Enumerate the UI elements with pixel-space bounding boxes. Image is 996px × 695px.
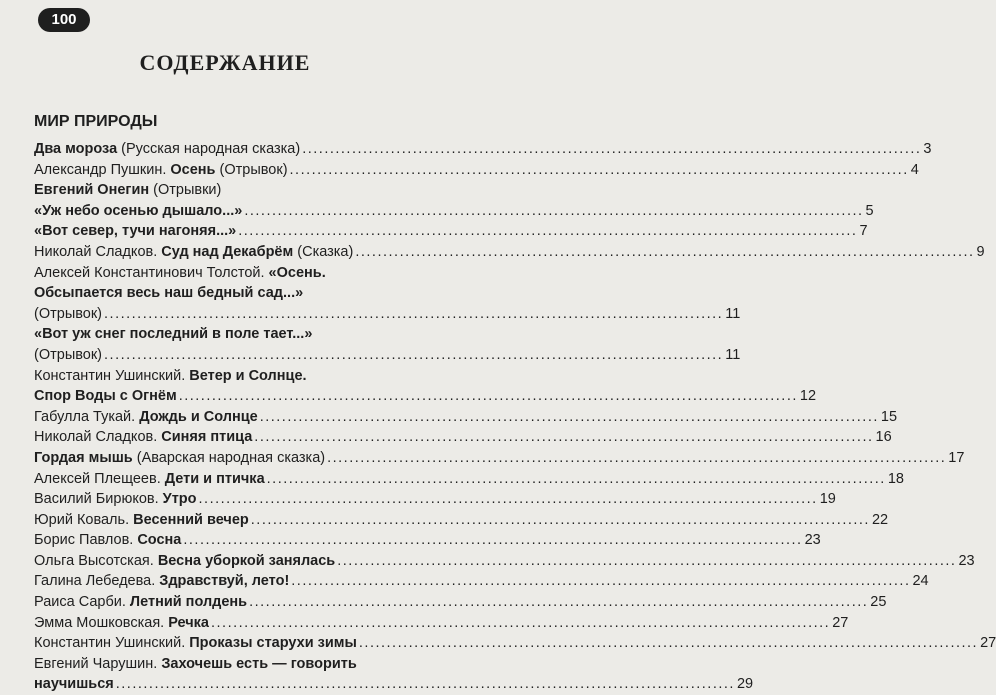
entry-title: Осень <box>170 161 216 178</box>
entry-author: Василий Бирюков. <box>34 491 163 508</box>
toc-entry <box>34 263 434 284</box>
toc-entry <box>34 613 849 634</box>
toc-entry-text <box>34 283 303 304</box>
entry-page-number: 17 <box>948 449 965 466</box>
toc-entry <box>34 304 741 325</box>
entry-page-number: 16 <box>875 429 892 446</box>
entry-author: Раиса Сарби. <box>34 594 130 611</box>
entry-page-number: 24 <box>912 573 929 590</box>
toc-entry <box>34 283 434 304</box>
toc-entry-text <box>34 674 114 695</box>
entry-author: Александр Пушкин. <box>34 161 171 178</box>
entry-title: Два мороза <box>34 141 118 157</box>
dot-leader <box>291 571 910 592</box>
entry-note: (Сказка) <box>293 243 354 260</box>
toc-entry <box>34 571 929 592</box>
toc-entry-text <box>34 448 325 469</box>
dot-leader <box>249 592 868 613</box>
toc-entry <box>34 201 874 222</box>
entry-page-number: 3 <box>923 141 932 157</box>
toc-entry-text <box>34 180 221 201</box>
toc-entry-text <box>34 571 289 592</box>
toc-entry <box>34 674 754 695</box>
toc-entry-text <box>34 469 265 490</box>
dot-leader <box>211 613 830 634</box>
entry-title: Захочешь есть — говорить <box>161 655 357 672</box>
entry-title: Дождь и Солнце <box>139 408 258 425</box>
entry-page-number: 5 <box>865 202 874 219</box>
toc-entry-text <box>34 551 335 572</box>
entry-page-number: 4 <box>910 161 919 178</box>
entry-page-number: 19 <box>819 491 836 508</box>
entry-author: Галина Лебедева. <box>34 573 160 590</box>
entry-page-number: 7 <box>859 223 868 240</box>
toc-entry-text <box>34 160 288 181</box>
toc-entry-text <box>34 201 242 222</box>
entry-title: Гордая мышь <box>34 449 133 466</box>
entry-title: Евгений Онегин <box>34 182 150 199</box>
entry-title: Спор Воды с Огнём <box>34 388 177 405</box>
toc-entry-text <box>34 427 252 448</box>
dot-leader <box>290 160 909 181</box>
toc-entry <box>34 551 975 572</box>
dot-leader <box>254 427 873 448</box>
entry-author: Ольга Высотская. <box>34 552 158 569</box>
entry-author: Константин Ушинский. <box>34 635 190 652</box>
entry-page-number: 9 <box>976 243 985 260</box>
entry-title: «Осень. <box>268 264 326 281</box>
toc-entry <box>34 592 887 613</box>
entry-page-number: 23 <box>958 552 975 569</box>
entry-title: «Вот уж снег последний в поле тает...» <box>34 326 313 343</box>
entry-title: Проказы старухи зимы <box>189 635 357 652</box>
toc-entry-text <box>34 324 312 345</box>
entry-title: Весенний вечер <box>133 511 249 528</box>
toc-entry-text <box>34 613 209 634</box>
toc-entry-text <box>34 510 249 531</box>
dot-leader <box>116 674 735 695</box>
entry-page-number: 29 <box>736 676 754 693</box>
dot-leader <box>251 510 870 531</box>
entry-page-number: 27 <box>980 635 996 652</box>
toc-entry-text <box>34 386 177 407</box>
toc-entry-text <box>34 263 326 284</box>
toc-entry <box>34 530 821 551</box>
entry-title: научишься <box>34 676 114 693</box>
toc-entry-text <box>34 633 357 654</box>
toc-entry-text <box>34 304 102 325</box>
dot-leader <box>327 448 946 469</box>
dot-leader <box>355 242 974 263</box>
entry-page-number: 11 <box>725 346 741 363</box>
toc-entry <box>34 654 434 675</box>
toc-entry <box>34 366 434 387</box>
toc-entry <box>34 242 985 263</box>
entry-page-number: 22 <box>871 511 889 528</box>
dot-leader <box>244 201 863 222</box>
toc-entry <box>34 448 965 469</box>
toc-entry <box>34 469 904 490</box>
entry-author: Алексей Константинович Толстой. <box>34 264 269 281</box>
entry-note: (Аварская народная сказка) <box>132 449 326 466</box>
entry-page-number: 12 <box>799 388 817 405</box>
entry-title: Сосна <box>137 532 182 549</box>
page-title: СОДЕРЖАНИЕ <box>139 50 311 75</box>
toc-entry-text <box>34 592 247 613</box>
entry-author: Габулла Тукай. <box>34 408 140 425</box>
entry-note: (Отрывки) <box>149 182 222 199</box>
entry-note: (Отрывок) <box>34 305 103 322</box>
dot-leader <box>238 221 857 242</box>
entry-note: (Отрывок) <box>34 346 103 363</box>
toc-entry <box>34 221 868 242</box>
entry-title: Утро <box>162 491 197 508</box>
entry-author: Эмма Мошковская. <box>34 614 169 631</box>
table-of-contents <box>34 139 996 695</box>
section-heading: МИР ПРИРОДЫ <box>34 113 158 130</box>
entry-title: Здравствуй, лето! <box>159 573 290 590</box>
dot-leader <box>104 345 723 366</box>
toc-entry-text <box>34 407 258 428</box>
entry-page-number: 23 <box>804 532 821 549</box>
entry-author: Борис Павлов. <box>34 532 138 549</box>
entry-title: Суд над Декабрём <box>161 243 294 260</box>
toc-entry <box>34 345 741 366</box>
toc-entry <box>34 386 817 407</box>
entry-page-number: 27 <box>832 614 849 631</box>
toc-entry-text <box>34 139 300 160</box>
entry-title: Обсыпается весь наш бедный сад...» <box>34 285 304 302</box>
toc-entry <box>34 180 434 201</box>
entry-author: Николай Сладков. <box>34 243 162 260</box>
toc-entry <box>34 139 932 160</box>
entry-author: Евгений Чарушин. <box>34 655 162 672</box>
dot-leader <box>183 530 802 551</box>
toc-entry-text <box>34 242 353 263</box>
toc-entry-text <box>34 221 236 242</box>
entry-page-number: 18 <box>887 470 904 487</box>
entry-title: «Уж небо осенью дышало...» <box>34 202 243 219</box>
entry-page-number: 25 <box>870 594 887 611</box>
dot-leader <box>337 551 956 572</box>
toc-entry-text <box>34 345 102 366</box>
entry-page-number: 11 <box>725 305 741 322</box>
dot-leader <box>267 469 886 490</box>
toc-entry-text <box>34 489 197 510</box>
toc-entry <box>34 633 996 654</box>
toc-entry <box>34 489 836 510</box>
entry-author: Алексей Плещеев. <box>34 470 165 487</box>
entry-title: Синяя птица <box>161 429 253 446</box>
toc-entry <box>34 510 889 531</box>
entry-page-number: 15 <box>880 408 898 425</box>
entry-title: «Вот север, тучи нагоняя...» <box>34 223 237 240</box>
toc-entry-text <box>34 530 181 551</box>
entry-note: (Русская народная сказка) <box>117 141 301 157</box>
dot-leader <box>302 139 921 160</box>
entry-author: Юрий Коваль. <box>34 511 134 528</box>
entry-title: Летний полдень <box>129 594 248 611</box>
entry-title: Ветер и Солнце. <box>189 367 307 384</box>
entry-title: Речка <box>168 614 209 631</box>
toc-entry-text <box>34 654 357 675</box>
dot-leader <box>260 407 879 428</box>
dot-leader <box>179 386 798 407</box>
page-number-badge: 100 <box>38 8 90 32</box>
toc-entry <box>34 160 919 181</box>
dot-leader <box>104 304 723 325</box>
entry-author: Константин Ушинский. <box>34 367 190 384</box>
dot-leader <box>199 489 818 510</box>
dot-leader <box>359 633 978 654</box>
entry-note: (Отрывок) <box>215 161 288 178</box>
entry-author: Николай Сладков. <box>34 429 162 446</box>
entry-title: Весна уборкой занялась <box>157 552 336 569</box>
toc-entry <box>34 407 898 428</box>
entry-title: Дети и птичка <box>164 470 265 487</box>
toc-entry-text <box>34 366 307 387</box>
toc-entry <box>34 427 892 448</box>
toc-entry <box>34 324 434 345</box>
